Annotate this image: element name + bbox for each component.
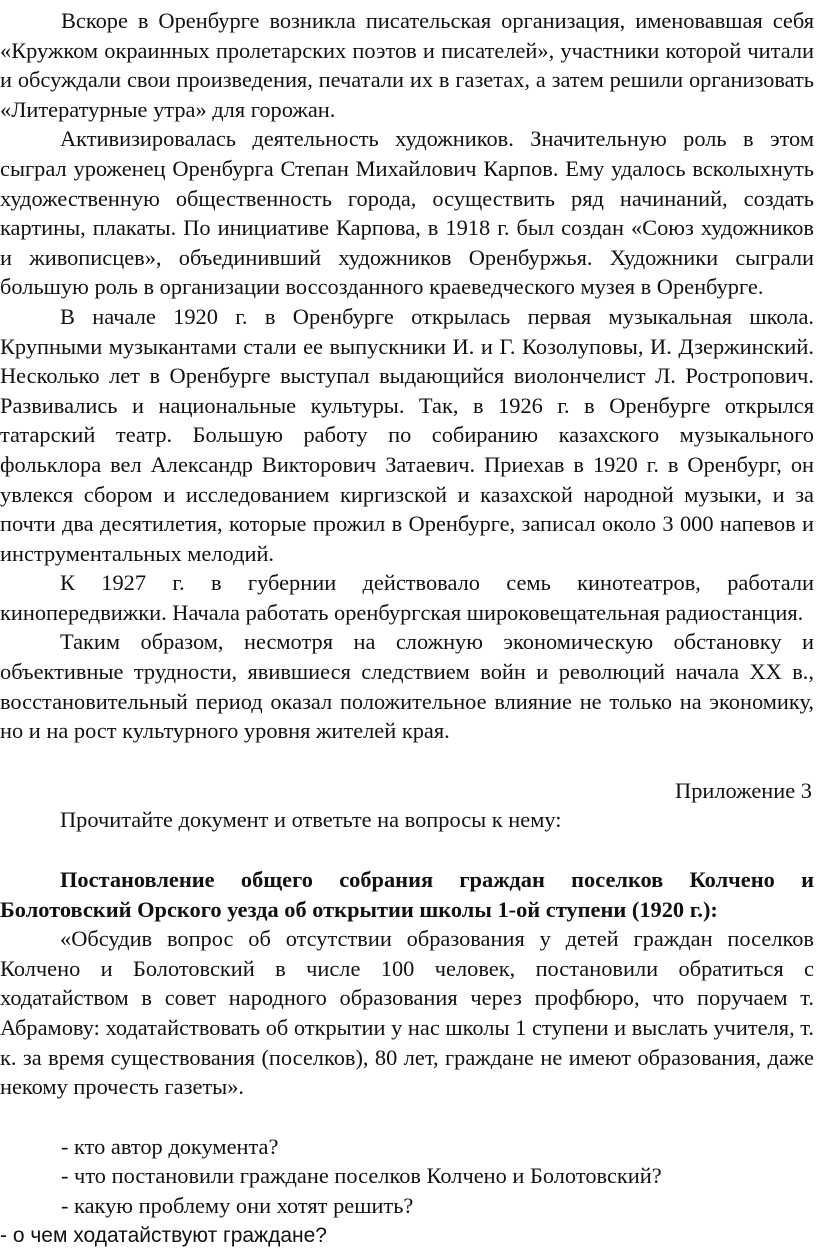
blank-line (0, 835, 814, 865)
blank-line (0, 1102, 814, 1132)
paragraph-conclusion: Таким образом, несмотря на сложную экономическую обстановку и объективные трудности, явившиеся следствием войн и революций начала XX в., восстановительный период оказал положительное влияние не только на экономику, но и на рост культурного уровня жителей края. (0, 629, 814, 744)
paragraph-writers: Вскоре в Оренбурге возникла писательская организация, именовавшая себя «Кружком окраинных пролетарских поэтов и писателей», участники которой читали и обсуждали свои произведения, печатали их в газетах, а затем решили организовать «Литературные утра» для горожан. (0, 8, 814, 122)
question-item: - что постановили граждане поселков Колчено и Болотовский? (61, 1163, 662, 1189)
appendix-label: Приложение 3 (675, 777, 812, 803)
question-item: - кто автор документа? (61, 1133, 279, 1159)
blank-line (0, 746, 814, 776)
paragraph-cinema: К 1927 г. в губернии действовало семь кинотеатров, работали кинопередвижки. Начала работать оренбургская широковещательная радиостанция. (0, 570, 814, 625)
paragraph-artists: Активизировалась деятельность художников. Значительную роль в этом сыграл уроженец Оренбурга Степан Михайлович Карпов. Ему удалось всколыхнуть художественную общественность города, осуществить ряд начинаний, создать картины, плакаты. По инициативе Карпова, в 1918 г. был создан «Союз художников и живописцев», объединивший художников Оренбуржья. Художники сыграли большую роль в организации воссозданного краеведческого музея в Оренбурге. (0, 126, 814, 300)
question-item-last: - о чем ходатайствуют граждане? (0, 1223, 327, 1247)
document-quote: «Обсудив вопрос об отсутствии образования у детей граждан поселков Колчено и Болотовский в числе 100 человек, постановили обратиться с ходатайством в совет народного образования через профбюро, что поручаем т. Абрамову: ходатайствовать об открытии у нас школы 1 ступени и выслать учителя, т. к. за время существования (поселков), 80 лет, граждане не имеют образования, даже некому прочесть газеты». (0, 926, 814, 1100)
question-item: - какую проблему они хотят решить? (61, 1192, 414, 1218)
document-title: Постановление общего собрания граждан поселков Колчено и Болотовский Орского уезда об открытии школы 1-ой ступени (1920 г.): (0, 867, 814, 922)
appendix-instruction: Прочитайте документ и ответьте на вопросы к нему: (60, 807, 562, 833)
paragraph-music: В начале 1920 г. в Оренбурге открылась первая музыкальная школа. Крупными музыкантами стали ее выпускники И. и Г. Козолуповы, И. Дзержинский. Несколько лет в Оренбурге выступал выдающийся виолончелист Л. Ростропович. Развивались и национальные культуры. Так, в 1926 г. в Оренбурге открылся татарский театр. Большую работу по собиранию казахского музыкального фольклора вел Александр Викторович Затаевич. Приехав в 1920 г. в Оренбург, он увлекся сбором и исследованием киргизской и казахской народной музыки, и за почти два десятилетия, которые прожил в Оренбурге, записал около 3 000 напевов и инструментальных мелодий. (0, 303, 814, 566)
